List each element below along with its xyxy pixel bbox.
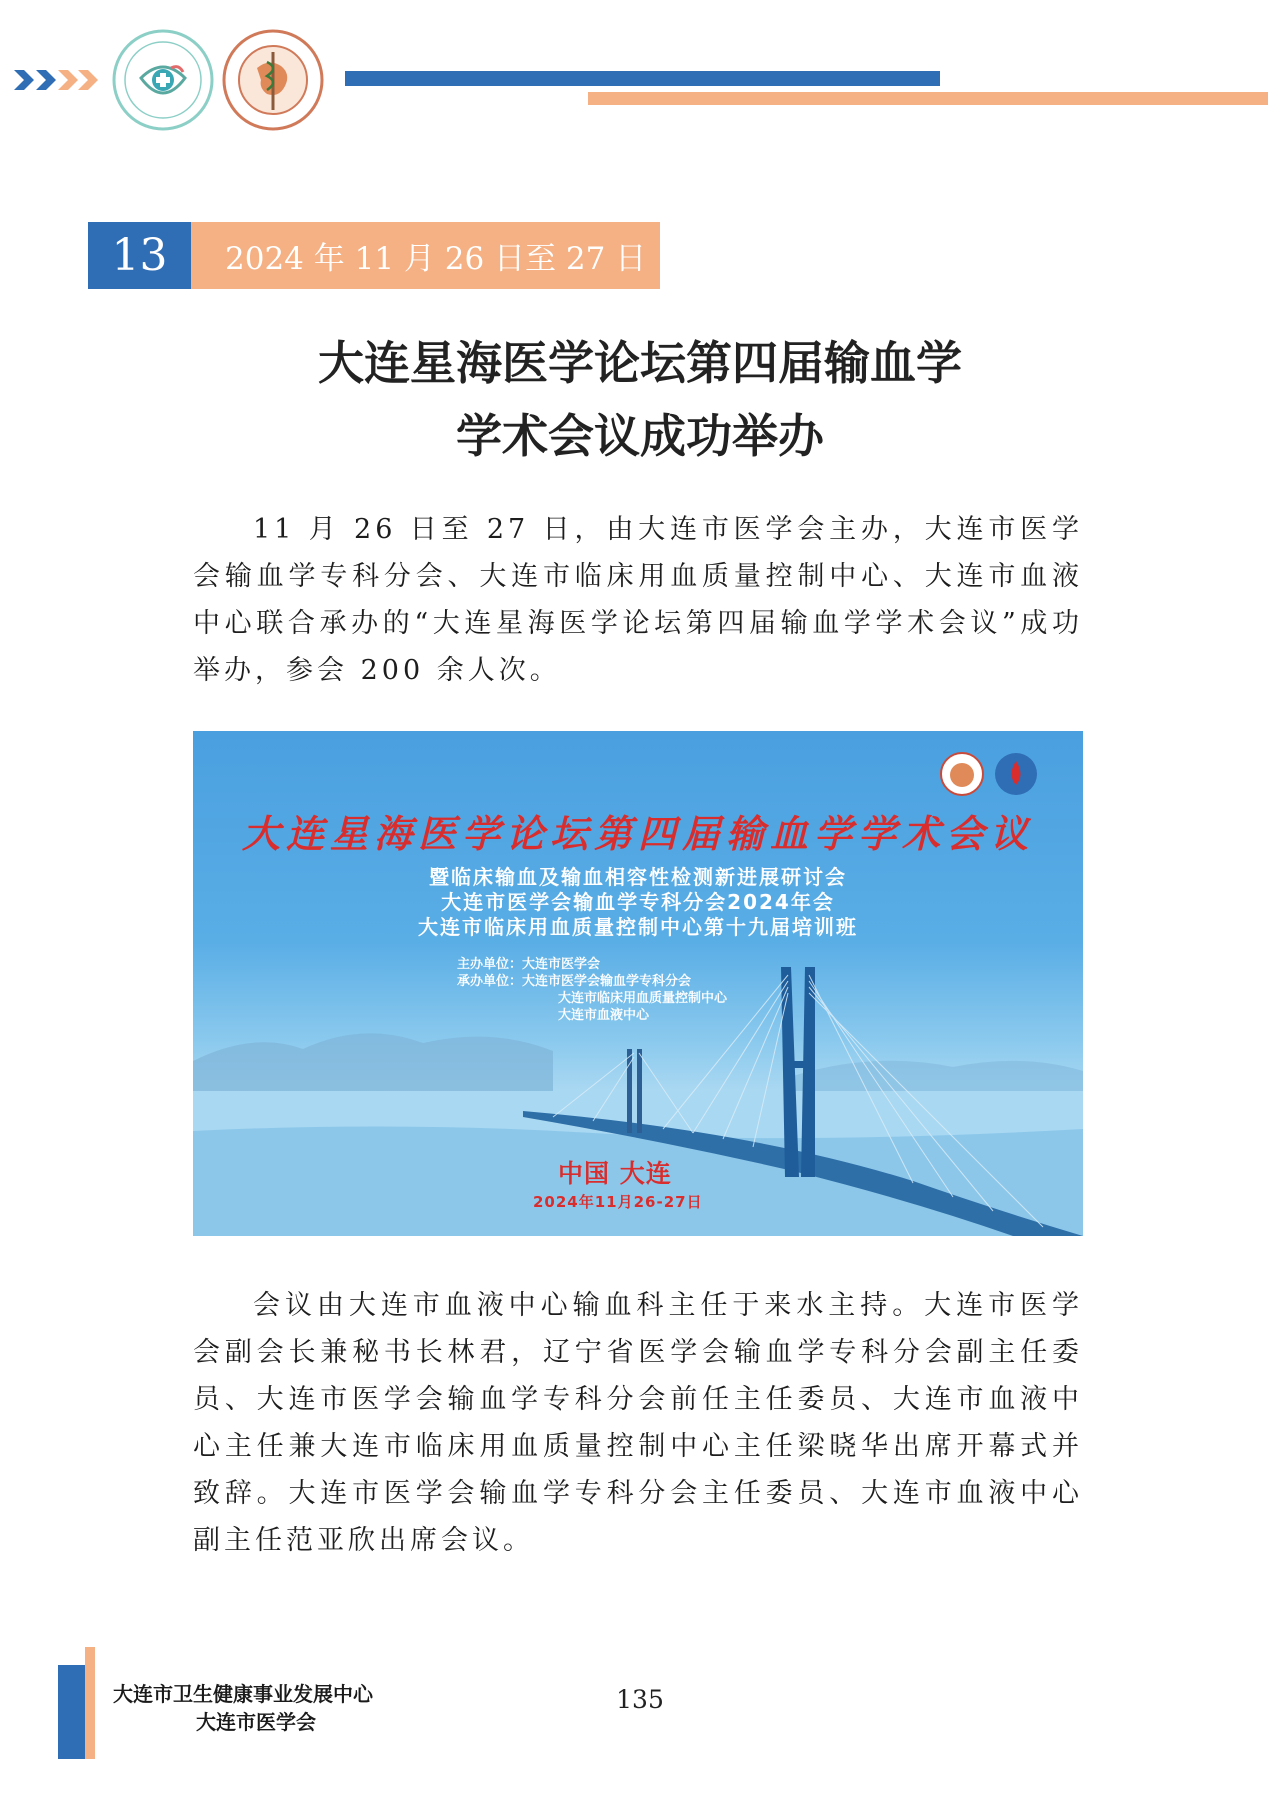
poster-organizer-2: 大连市临床用血质量控制中心 bbox=[558, 991, 728, 1006]
medical-association-logo-icon bbox=[221, 28, 325, 132]
poster-association-logo-icon bbox=[939, 751, 985, 797]
poster-blood-drop-logo-icon bbox=[993, 751, 1039, 797]
footer-org-1: 大连市卫生健康事业发展中心 bbox=[113, 1682, 373, 1706]
health-center-logo-icon bbox=[111, 28, 215, 132]
article-title-line1: 大连星海医学论坛第四届输血学 bbox=[318, 336, 962, 390]
poster-organizer-3: 大连市血液中心 bbox=[558, 1008, 650, 1023]
page-number: 135 bbox=[616, 1685, 664, 1714]
section-date: 2024 年 11 月 26 日至 27 日 bbox=[191, 222, 660, 289]
article-paragraph-2: 会议由大连市血液中心输血科主任于来水主持。大连市医学会副会长兼秘书长林君，辽宁省医学会输血学专科分会副主任委员、大连市医学会输血学专科分会前任主任委员、大连市血液中心主任兼大连市临床用血质量控制中心主任梁晓华出席开幕式并致辞。大连市医学会输血学专科分会主任委员、大连市血液中心副主任范亚欣出席会议。 bbox=[193, 1290, 1083, 1556]
footer-blue-bar bbox=[58, 1665, 85, 1759]
poster-title: 大连星海医学论坛第四届输血学学术会议 bbox=[241, 811, 1034, 856]
header-orange-bar bbox=[588, 92, 1268, 105]
poster-subtitle-2: 大连市医学会输血学专科分会2024年会 bbox=[441, 890, 835, 914]
chevron-arrows-icon bbox=[14, 70, 99, 90]
section-number: 13 bbox=[88, 222, 191, 289]
article-paragraph-1: 11 月 26 日至 27 日，由大连市医学会主办，大连市医学会输血学专科分会、大连市临床用血质量控制中心、大连市血液中心联合承办的“大连星海医学论坛第四届输血学学术会议”成功举办，参会 200 余人次。 bbox=[193, 514, 1083, 686]
conference-poster-image bbox=[193, 731, 1083, 1236]
footer-org-2: 大连市医学会 bbox=[196, 1710, 316, 1734]
poster-subtitle-3: 大连市临床用血质量控制中心第十九届培训班 bbox=[418, 915, 858, 939]
header-blue-bar bbox=[345, 71, 940, 86]
poster-host: 主办单位：大连市医学会 bbox=[457, 957, 601, 972]
poster-date: 2024年11月26-27日 bbox=[533, 1193, 703, 1211]
poster-place: 中国 大连 bbox=[558, 1159, 672, 1188]
footer-orange-bar bbox=[85, 1647, 95, 1759]
poster-subtitle-1: 暨临床输血及输血相容性检测新进展研讨会 bbox=[429, 865, 847, 889]
article-title-line2: 学术会议成功举办 bbox=[456, 409, 824, 463]
poster-organizer-1: 承办单位：大连市医学会输血学专科分会 bbox=[457, 974, 692, 989]
